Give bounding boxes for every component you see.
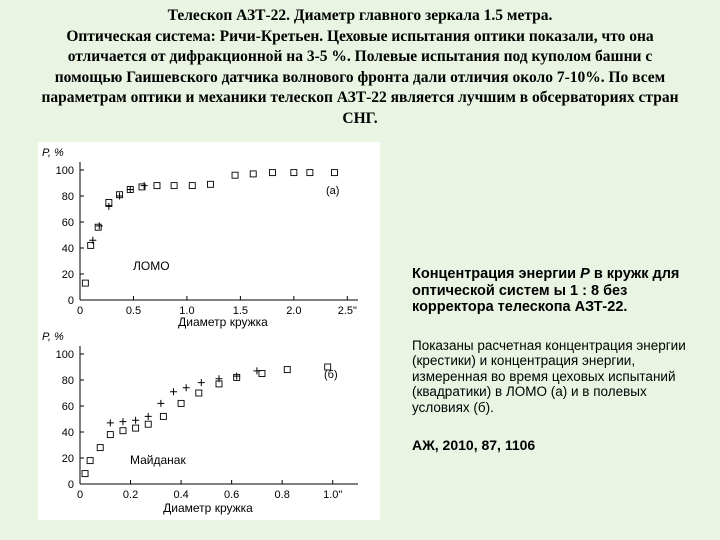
data-point-square (291, 170, 297, 176)
y-tick-label: 80 (61, 191, 74, 203)
energy-concentration-charts (38, 142, 380, 520)
data-point-square (269, 170, 275, 176)
x-tick-label: 0.8 (274, 489, 290, 501)
data-point-square (178, 400, 184, 406)
x-tick-label: 1.5 (232, 305, 249, 317)
data-point-square (95, 224, 101, 230)
x-tick-label: 0.4 (173, 489, 189, 501)
data-point-square (171, 183, 177, 189)
y-axis-label: P, % (42, 147, 64, 159)
site-annotation: Майданак (130, 453, 186, 467)
x-tick-label: 0.2 (122, 489, 139, 501)
data-point-cross (157, 400, 164, 407)
y-tick-label: 0 (67, 295, 74, 307)
data-point-square (133, 425, 139, 431)
caption-text-start: Концентрация энергии (412, 266, 581, 282)
data-point-square (120, 428, 126, 434)
data-point-cross (105, 203, 112, 210)
y-tick-label: 60 (61, 217, 74, 229)
data-point-cross (132, 417, 139, 424)
x-axis-label: Диаметр кружка (163, 501, 253, 515)
header-description: Оптическая система: Ричи-Кретьен. Цеховые испытания оптики показали, что она отличается от дифракционной на 3-5 %. Полевые испытания под куполом башни с помощью Гаишевского датчика волнового фронта дали отличия около 7-10%. По всем параметрам оптики и механики телескоп АЗТ-22 является лучшим в обсерваториях стран СНГ. (41, 27, 679, 127)
caption-variable: Р (580, 266, 590, 282)
figure-caption (412, 266, 702, 316)
data-point-cross (127, 186, 134, 193)
data-point-cross (116, 193, 123, 200)
y-tick-label: 20 (61, 269, 74, 281)
data-point-square (107, 432, 113, 438)
data-point-cross (198, 379, 205, 386)
x-tick-label: 2.0 (286, 305, 302, 317)
journal-reference: АЖ, 2010, 87, 1106 (412, 437, 536, 453)
y-tick-label: 100 (55, 349, 74, 361)
y-tick-label: 40 (61, 243, 74, 255)
data-point-square (82, 471, 88, 477)
data-point-cross (170, 388, 177, 395)
y-tick-label: 100 (55, 165, 74, 177)
data-point-square (87, 458, 93, 464)
data-point-square (154, 183, 160, 189)
x-tick-label: 0 (76, 305, 84, 317)
site-annotation: ЛОМО (133, 259, 170, 273)
x-axis-label: Диаметр кружка (178, 315, 268, 329)
y-tick-label: 80 (61, 375, 74, 387)
data-point-cross (96, 222, 103, 229)
data-point-square (196, 390, 202, 396)
data-point-square (189, 183, 195, 189)
data-point-cross (141, 182, 148, 189)
data-point-square (307, 170, 313, 176)
y-tick-label: 60 (61, 401, 74, 413)
data-point-square (232, 172, 238, 178)
figure-caption-block (412, 266, 702, 453)
data-point-cross (233, 373, 240, 380)
figure-description: Показаны расчетная концентрация энергии (крестики) и концентрация энергии, измеренная во время цеховых испытаний (квадратики) в ЛОМО (а) и в полевых условиях (б). (412, 337, 686, 415)
y-tick-label: 40 (61, 427, 74, 439)
caption-text-end: в кружк для оптической систем ы 1 : 8 без корректора телескопа АЗТ-22. (412, 266, 680, 315)
data-point-square (207, 181, 213, 187)
data-point-square (160, 413, 166, 419)
x-tick-label: 0 (76, 489, 84, 501)
data-point-square (97, 445, 103, 451)
data-point-square (145, 421, 151, 427)
data-point-cross (119, 418, 126, 425)
data-point-cross (183, 384, 190, 391)
x-tick-label: 0.5 (125, 305, 142, 317)
y-axis-label: P, % (42, 331, 64, 343)
panel-label: (а) (326, 185, 340, 197)
x-tick-label: 1.0 (179, 305, 195, 317)
y-tick-label: 0 (67, 479, 74, 491)
energy-concentration-figure (38, 142, 380, 520)
y-tick-label: 20 (61, 453, 74, 465)
x-tick-label: 0.6 (223, 489, 240, 501)
data-point-square (250, 171, 256, 177)
data-point-square (331, 170, 337, 176)
data-point-cross (145, 413, 152, 420)
data-point-square (284, 367, 290, 373)
panel-label: (б) (324, 369, 338, 381)
data-point-cross (107, 419, 114, 426)
data-point-square (82, 280, 88, 286)
header-title: Телескоп АЗТ-22. Диаметр главного зеркала 1.5 метра. (167, 7, 553, 24)
x-tick-label: 1.0" (323, 489, 343, 501)
slide-header (38, 6, 682, 129)
x-tick-label: 2.5" (337, 305, 357, 317)
